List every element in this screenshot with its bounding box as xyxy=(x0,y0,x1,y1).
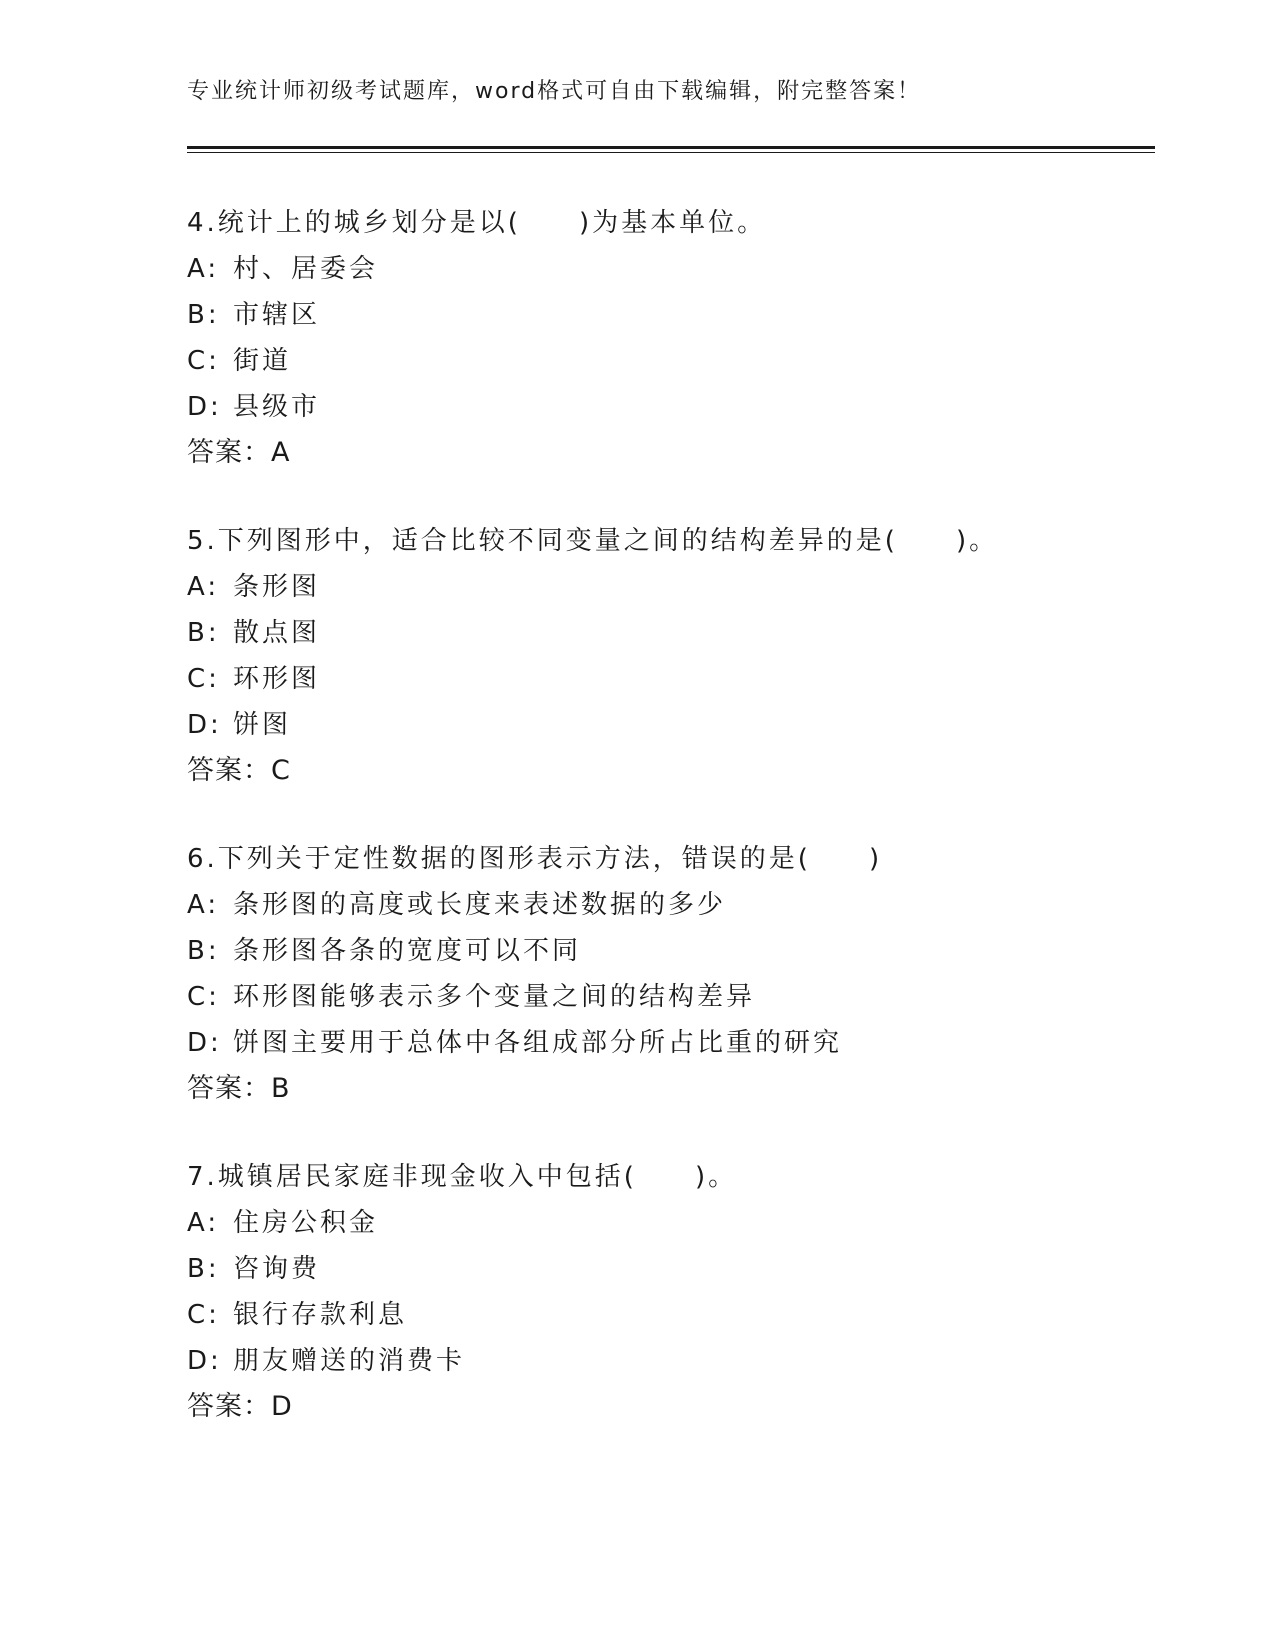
question-5 xyxy=(187,518,1155,794)
option-label: B: xyxy=(187,300,220,330)
option-text: 散点图 xyxy=(233,618,321,648)
option-label: C: xyxy=(187,664,220,694)
option-text: 条形图各条的宽度可以不同 xyxy=(233,936,582,966)
question-4 xyxy=(187,200,1155,476)
option-text: 村、居委会 xyxy=(233,254,379,284)
option-d xyxy=(187,702,1155,748)
option-label: B: xyxy=(187,936,220,966)
option-text: 环形图 xyxy=(233,664,321,694)
option-label: A: xyxy=(187,572,220,602)
option-text: 县级市 xyxy=(233,392,321,422)
answer-line: 答案：B xyxy=(187,1073,291,1104)
option-d xyxy=(187,384,1155,430)
option-c xyxy=(187,974,1155,1020)
option-a xyxy=(187,1200,1155,1246)
option-text: 市辖区 xyxy=(233,300,321,330)
option-label: D: xyxy=(187,1028,222,1058)
option-label: B: xyxy=(187,1254,220,1284)
option-a xyxy=(187,882,1155,928)
option-label: C: xyxy=(187,1300,220,1330)
option-label: A: xyxy=(187,890,220,920)
spacer xyxy=(187,794,1155,836)
option-label: C: xyxy=(187,982,220,1012)
question-stem: 4.统计上的城乡划分是以( )为基本单位。 xyxy=(187,208,767,238)
option-b xyxy=(187,610,1155,656)
option-d xyxy=(187,1338,1155,1384)
option-c xyxy=(187,338,1155,384)
option-text: 条形图的高度或长度来表述数据的多少 xyxy=(233,890,727,920)
option-c xyxy=(187,656,1155,702)
spacer xyxy=(187,1112,1155,1154)
option-label: B: xyxy=(187,618,220,648)
option-text: 饼图主要用于总体中各组成部分所占比重的研究 xyxy=(233,1028,843,1058)
option-label: A: xyxy=(187,1208,220,1238)
option-text: 环形图能够表示多个变量之间的结构差异 xyxy=(233,982,756,1012)
answer-line: 答案：C xyxy=(187,755,291,786)
answer-line: 答案：D xyxy=(187,1391,293,1422)
option-a xyxy=(187,246,1155,292)
question-7 xyxy=(187,1154,1155,1430)
option-b xyxy=(187,1246,1155,1292)
option-text: 朋友赠送的消费卡 xyxy=(233,1346,466,1376)
option-label: D: xyxy=(187,710,222,740)
option-text: 饼图 xyxy=(233,710,292,740)
option-text: 住房公积金 xyxy=(233,1208,379,1238)
option-label: C: xyxy=(187,346,220,376)
option-label: A: xyxy=(187,254,220,284)
option-text: 咨询费 xyxy=(233,1254,321,1284)
option-label: D: xyxy=(187,392,222,422)
question-stem: 5.下列图形中，适合比较不同变量之间的结构差异的是( )。 xyxy=(187,526,999,556)
option-text: 银行存款利息 xyxy=(233,1300,408,1330)
option-text: 街道 xyxy=(233,346,292,376)
header-rule-thick xyxy=(187,146,1155,149)
page-header: 专业统计师初级考试题库，word格式可自由下载编辑，附完整答案！ xyxy=(187,79,922,104)
header-rule-thin xyxy=(187,152,1155,153)
option-c xyxy=(187,1292,1155,1338)
option-text: 条形图 xyxy=(233,572,321,602)
option-d xyxy=(187,1020,1155,1066)
question-list xyxy=(187,200,1155,1430)
option-a xyxy=(187,564,1155,610)
answer-line: 答案：A xyxy=(187,437,291,468)
option-b xyxy=(187,928,1155,974)
spacer xyxy=(187,476,1155,518)
question-stem: 6.下列关于定性数据的图形表示方法，错误的是( ) xyxy=(187,844,883,874)
option-b xyxy=(187,292,1155,338)
option-label: D: xyxy=(187,1346,222,1376)
question-6 xyxy=(187,836,1155,1112)
question-stem: 7.城镇居民家庭非现金收入中包括( )。 xyxy=(187,1162,738,1192)
